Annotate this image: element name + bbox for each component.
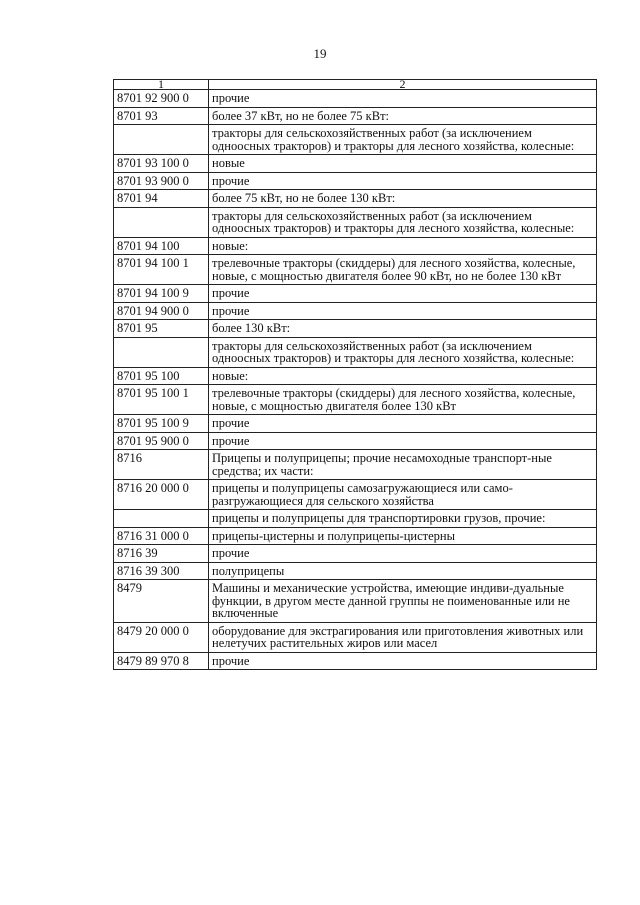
table-row bbox=[114, 320, 597, 338]
table-row bbox=[114, 652, 597, 670]
commodity-code-cell: 8716 31 000 0 bbox=[114, 527, 209, 545]
commodity-code-cell: 8716 bbox=[114, 450, 209, 480]
table-row bbox=[114, 337, 597, 367]
commodity-description-cell: прочие bbox=[209, 652, 597, 670]
commodity-description-cell: прочие bbox=[209, 302, 597, 320]
table-row bbox=[114, 562, 597, 580]
commodity-description-cell: новые: bbox=[209, 237, 597, 255]
commodity-code-cell bbox=[114, 125, 209, 155]
commodity-code-cell: 8479 89 970 8 bbox=[114, 652, 209, 670]
commodity-description-cell: тракторы для сельскохозяйственных работ (за исключением одноосных тракторов) и тракторы для лесного хозяйства, колесные: bbox=[209, 207, 597, 237]
table-row bbox=[114, 190, 597, 208]
commodity-description-cell: новые bbox=[209, 155, 597, 173]
table-row bbox=[114, 432, 597, 450]
commodity-description-cell: трелевочные тракторы (скиддеры) для лесного хозяйства, колесные, новые, с мощностью двигателя более 90 кВт, но не более 130 кВт bbox=[209, 255, 597, 285]
table-row bbox=[114, 510, 597, 528]
commodity-code-cell: 8701 95 900 0 bbox=[114, 432, 209, 450]
commodity-description-cell: прочие bbox=[209, 545, 597, 563]
commodity-code-cell: 8701 95 100 bbox=[114, 367, 209, 385]
commodity-description-cell: более 130 кВт: bbox=[209, 320, 597, 338]
table-row bbox=[114, 107, 597, 125]
commodity-description-cell: прицепы-цистерны и полуприцепы-цистерны bbox=[209, 527, 597, 545]
commodity-code-cell: 8479 20 000 0 bbox=[114, 622, 209, 652]
table-row bbox=[114, 415, 597, 433]
commodity-description-cell: прицепы и полуприцепы самозагружающиеся или само-разгружающиеся для сельского хозяйства bbox=[209, 480, 597, 510]
table-row bbox=[114, 255, 597, 285]
table-row bbox=[114, 450, 597, 480]
commodity-code-cell: 8479 bbox=[114, 580, 209, 623]
table-row bbox=[114, 580, 597, 623]
table-row bbox=[114, 302, 597, 320]
commodity-description-cell: тракторы для сельскохозяйственных работ (за исключением одноосных тракторов) и тракторы для лесного хозяйства, колесные: bbox=[209, 337, 597, 367]
commodity-description-cell: прочие bbox=[209, 90, 597, 108]
column-header-description: 2 bbox=[209, 80, 597, 90]
table-header-row bbox=[114, 80, 597, 90]
commodity-description-cell: трелевочные тракторы (скиддеры) для лесного хозяйства, колесные, новые, с мощностью двигателя более 130 кВт bbox=[209, 385, 597, 415]
commodity-code-cell: 8701 95 100 1 bbox=[114, 385, 209, 415]
commodity-description-cell: прицепы и полуприцепы для транспортировки грузов, прочие: bbox=[209, 510, 597, 528]
commodity-description-cell: оборудование для экстрагирования или приготовления животных или нелетучих растительных жиров или масел bbox=[209, 622, 597, 652]
commodity-description-cell: более 75 кВт, но не более 130 кВт: bbox=[209, 190, 597, 208]
table-row bbox=[114, 622, 597, 652]
commodity-description-cell: прочие bbox=[209, 172, 597, 190]
table-row bbox=[114, 527, 597, 545]
commodity-code-cell: 8701 94 bbox=[114, 190, 209, 208]
commodity-description-cell: тракторы для сельскохозяйственных работ (за исключением одноосных тракторов) и тракторы для лесного хозяйства, колесные: bbox=[209, 125, 597, 155]
page-number: 19 bbox=[313, 46, 327, 61]
table-row bbox=[114, 172, 597, 190]
commodity-description-cell: прочие bbox=[209, 432, 597, 450]
commodity-code-cell: 8716 20 000 0 bbox=[114, 480, 209, 510]
table-row bbox=[114, 480, 597, 510]
commodity-code-cell: 8701 93 900 0 bbox=[114, 172, 209, 190]
commodity-code-cell: 8701 93 bbox=[114, 107, 209, 125]
commodity-code-cell: 8716 39 bbox=[114, 545, 209, 563]
commodity-code-cell bbox=[114, 207, 209, 237]
commodity-code-cell: 8701 93 100 0 bbox=[114, 155, 209, 173]
commodity-code-cell bbox=[114, 337, 209, 367]
commodity-code-cell: 8701 94 100 9 bbox=[114, 285, 209, 303]
commodity-description-cell: прочие bbox=[209, 285, 597, 303]
commodity-code-cell bbox=[114, 510, 209, 528]
commodity-description-cell: Машины и механические устройства, имеющие индиви-дуальные функции, в другом месте данной группы не поименованные или не включенные bbox=[209, 580, 597, 623]
table-row bbox=[114, 545, 597, 563]
column-header-code: 1 bbox=[114, 80, 209, 90]
table-row bbox=[114, 385, 597, 415]
commodity-code-cell: 8701 92 900 0 bbox=[114, 90, 209, 108]
commodity-code-cell: 8701 94 900 0 bbox=[114, 302, 209, 320]
table-row bbox=[114, 125, 597, 155]
commodity-description-cell: более 37 кВт, но не более 75 кВт: bbox=[209, 107, 597, 125]
commodity-description-cell: Прицепы и полуприцепы; прочие несамоходные транспорт-ные средства; их части: bbox=[209, 450, 597, 480]
table-row bbox=[114, 285, 597, 303]
table-row bbox=[114, 367, 597, 385]
commodity-description-cell: прочие bbox=[209, 415, 597, 433]
commodity-description-cell: новые: bbox=[209, 367, 597, 385]
table-row bbox=[114, 207, 597, 237]
table-row bbox=[114, 90, 597, 108]
commodity-code-cell: 8716 39 300 bbox=[114, 562, 209, 580]
tariff-code-table bbox=[113, 79, 597, 670]
table-row bbox=[114, 237, 597, 255]
table-row bbox=[114, 155, 597, 173]
commodity-code-cell: 8701 95 bbox=[114, 320, 209, 338]
commodity-code-cell: 8701 95 100 9 bbox=[114, 415, 209, 433]
commodity-code-cell: 8701 94 100 bbox=[114, 237, 209, 255]
commodity-description-cell: полуприцепы bbox=[209, 562, 597, 580]
commodity-code-cell: 8701 94 100 1 bbox=[114, 255, 209, 285]
